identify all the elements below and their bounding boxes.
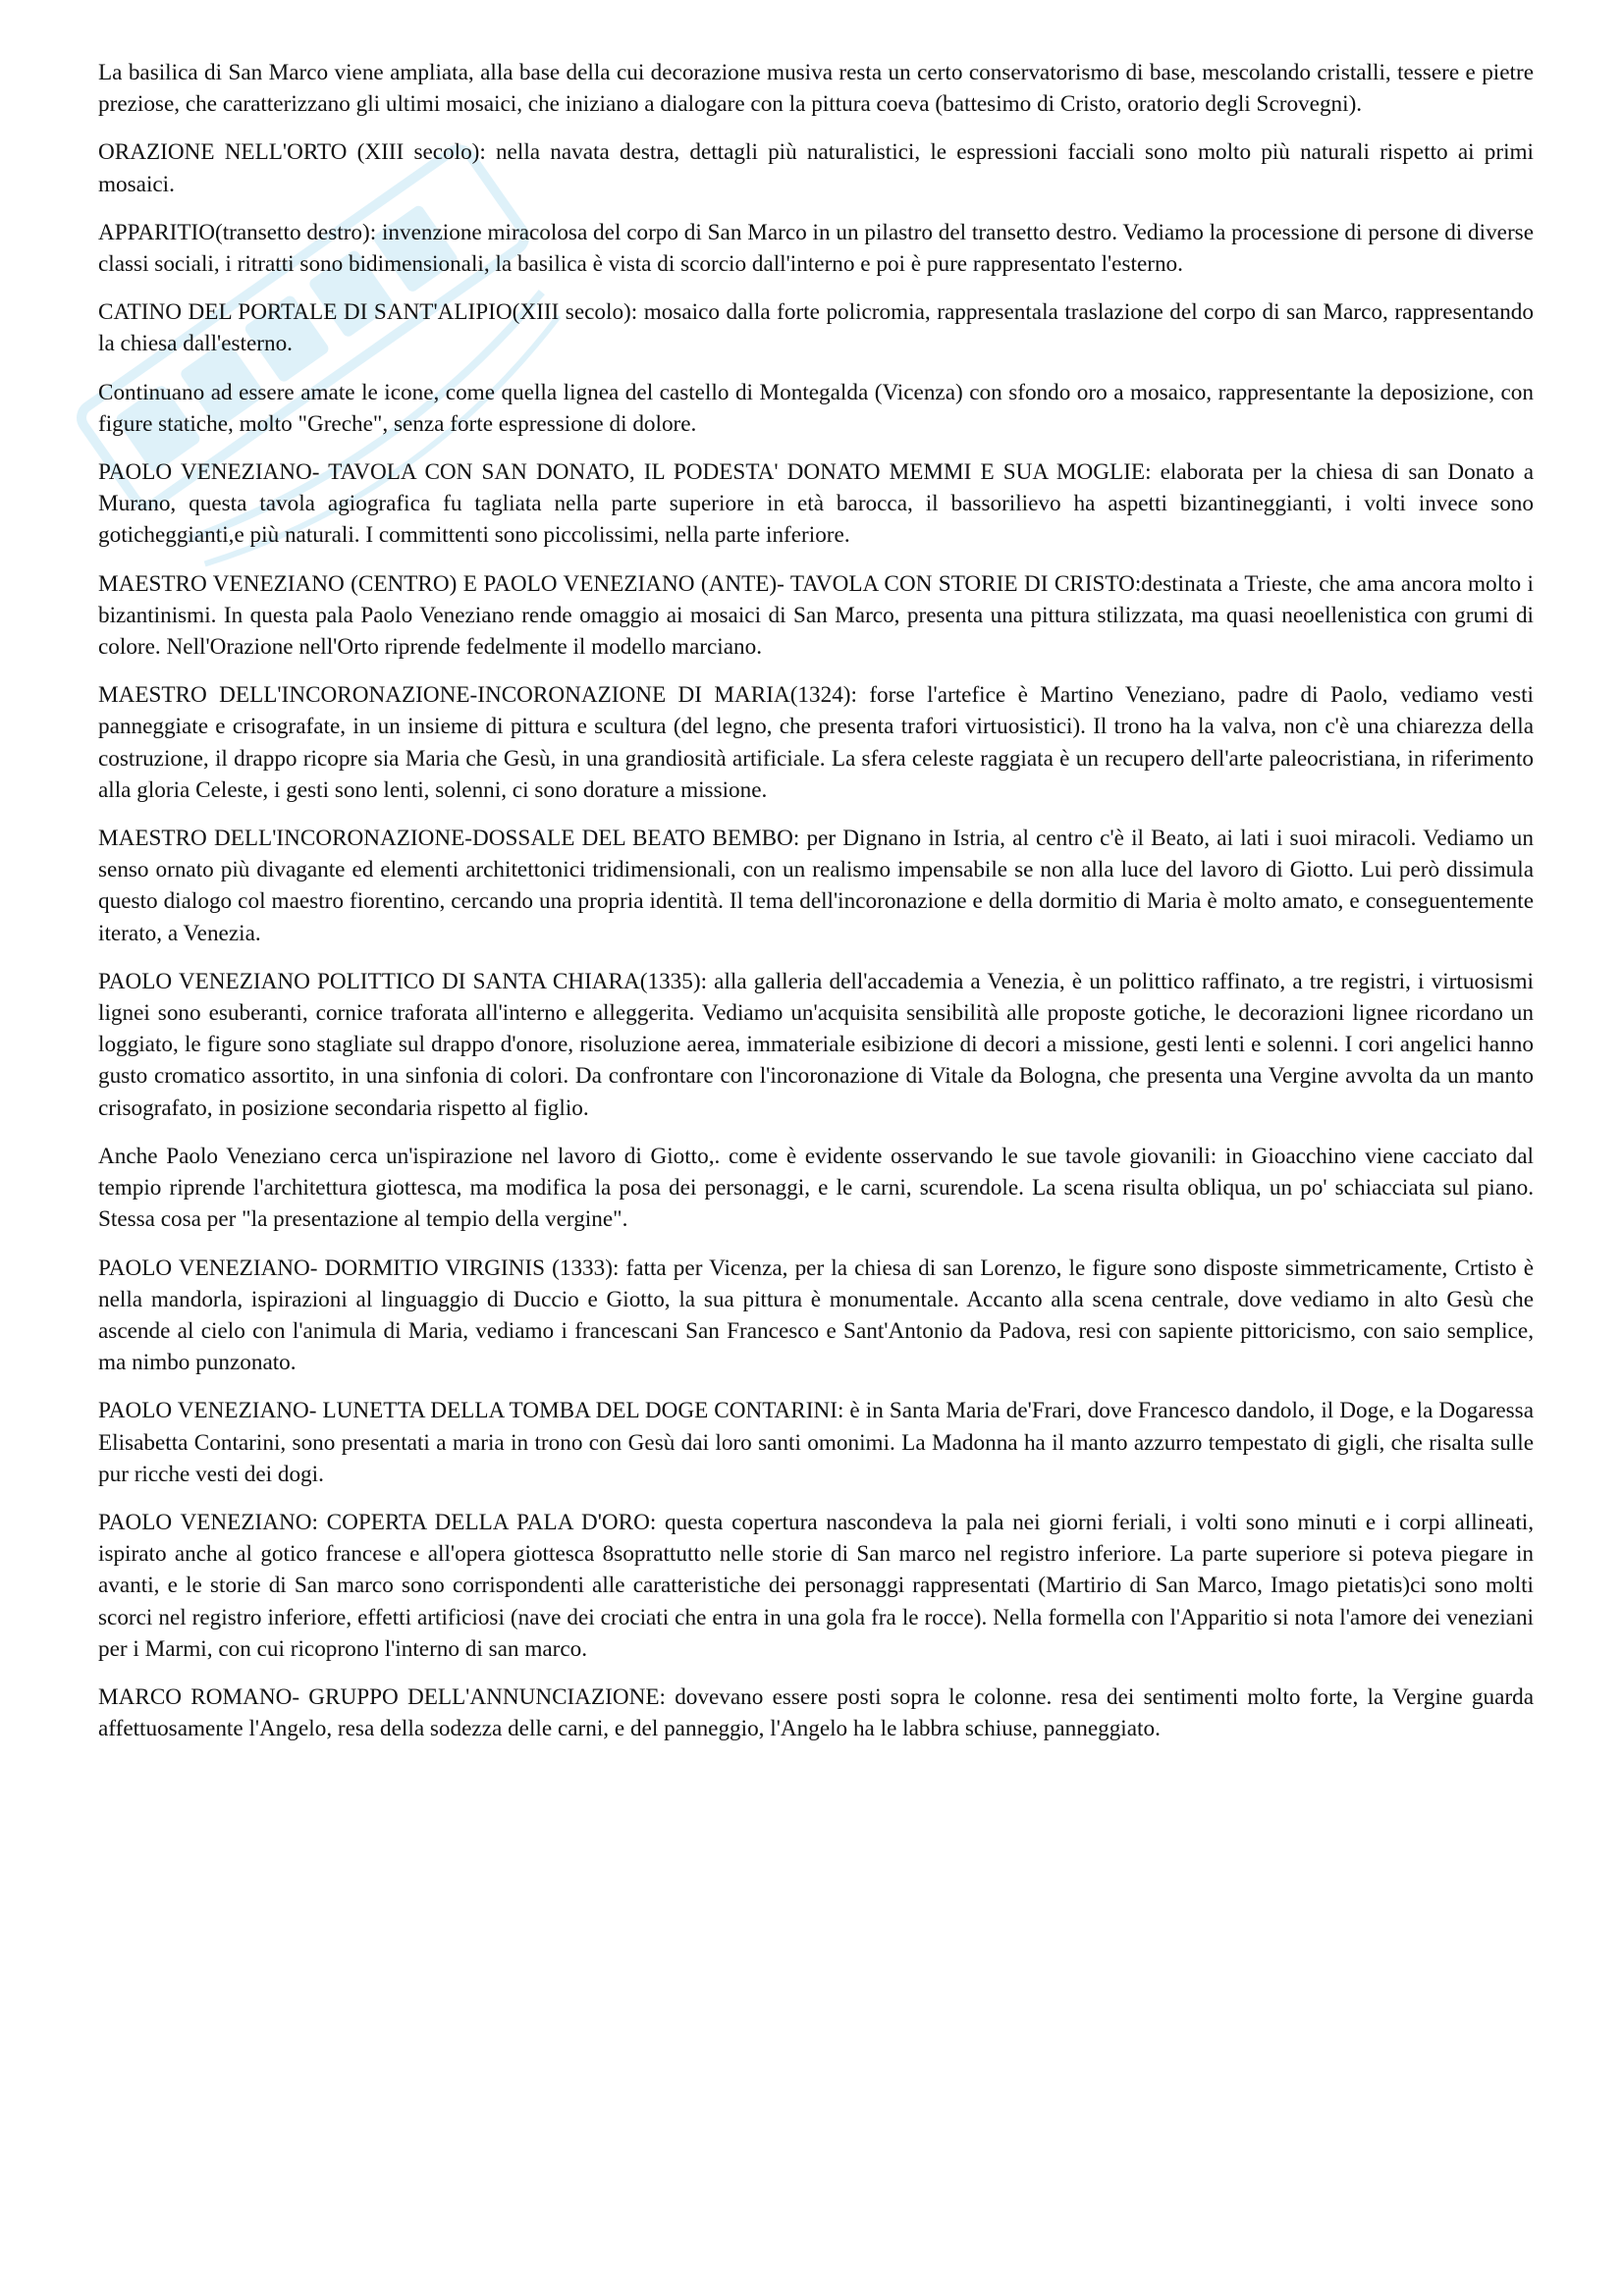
paragraph: PAOLO VENEZIANO- LUNETTA DELLA TOMBA DEL DOGE CONTARINI: è in Santa Maria de'Frari, dove Francesco dandolo, il Doge, e la Dogaressa Elisabetta Contarini, sono presentati a maria in trono con Gesù dai loro santi omonimi. La Madonna ha il manto azzurro tempestato di gigli, che risalta sulle pur ricche vesti dei dogi. (98, 1398, 1534, 1487)
paragraph: Anche Paolo Veneziano cerca un'ispirazione nel lavoro di Giotto,. come è evidente osservando le sue tavole giovanili: in Gioacchino viene cacciato dal tempio riprende l'architettura giottesca, ma modifica la posa dei personaggi, e le carni, scurendole. La scena risulta obliqua, un po' schiacciata sul piano. Stessa cosa per "la presentazione al tempio della vergine". (98, 1143, 1534, 1233)
paragraph: PAOLO VENEZIANO- TAVOLA CON SAN DONATO, IL PODESTA' DONATO MEMMI E SUA MOGLIE: elaborata per la chiesa di san Donato a Murano, questa tavola agiografica fu tagliata nella parte superiore in età barocca, il bassorilievo ha aspetti bizantineggianti, i volti invece sono goticheggianti,e più naturali. I committenti sono piccolissimi, nella parte inferiore. (98, 459, 1534, 549)
paragraph: MAESTRO DELL'INCORONAZIONE-DOSSALE DEL BEATO BEMBO: per Dignano in Istria, al centro c'è il Beato, ai lati i suoi miracoli. Vediamo un senso ornato più divagante ed elementi architettonici tridimensionali, con un realismo impensabile se non alla luce del lavoro di Giotto. Lui però dissimula questo dialogo col maestro fiorentino, cercando una propria identità. Il tema dell'incoronazione e della dormitio di Maria è molto amato, e conseguentemente iterato, a Venezia. (98, 826, 1534, 946)
paragraph: MAESTRO VENEZIANO (CENTRO) E PAOLO VENEZIANO (ANTE)- TAVOLA CON STORIE DI CRISTO:destinata a Trieste, che ama ancora molto i bizantinismi. In questa pala Paolo Veneziano rende omaggio ai mosaici di San Marco, presenta una pittura stilizzata, ma quasi neoellenistica con grumi di colore. Nell'Orazione nell'Orto riprende fedelmente il modello marciano. (98, 570, 1534, 661)
paragraph: APPARITIO(transetto destro): invenzione miracolosa del corpo di San Marco in un pilastro del transetto destro. Vediamo la processione di persone di diverse classi sociali, i ritratti sono bidimensionali, la basilica è vista di scorcio dall'interno e poi è pure rappresentato l'esterno. (98, 219, 1534, 278)
paragraph: PAOLO VENEZIANO- DORMITIO VIRGINIS (1333): fatta per Vicenza, per la chiesa di san Lorenzo, le figure sono disposte simmetricamente, Crtisto è nella mandorla, ispirazioni al linguaggio di Duccio e Giotto, la sua pittura è monumentale. Accanto alla scena centrale, dove vediamo in alto Gesù che ascende al cielo con l'animula di Maria, vediamo i francescani San Francesco e Sant'Antonio da Padova, resi con sapiente pittoricismo, con saio semplice, ma nimbo punzonato. (98, 1255, 1534, 1376)
document-page (98, 57, 1534, 1761)
paragraph: ORAZIONE NELL'ORTO (XIII secolo): nella navata destra, dettagli più naturalistici, le espressioni facciali sono molto più naturali rispetto ai primi mosaici. (98, 139, 1534, 197)
paragraph: Continuano ad essere amate le icone, come quella lignea del castello di Montegalda (Vicenza) con sfondo oro a mosaico, rappresentante la deposizione, con figure statiche, molto "Greche", senza forte espressione di dolore. (98, 379, 1534, 437)
paragraph: PAOLO VENEZIANO: COPERTA DELLA PALA D'ORO: questa copertura nascondeva la pala nei giorni feriali, i volti sono minuti e i corpi allineati, ispirato anche al gotico francese e all'opera giottesca 8soprattutto nelle storie di San marco nel registro inferiore. La parte superiore si poteva piegare in avanti, e le storie di San marco sono corrispondenti alle caratteristiche dei personaggi rappresentati (Martirio di San Marco, Imago pietatis)ci sono molti scorci nel registro inferiore, effetti artificiosi (nave dei crociati che entra in una gola fra le rocce). Nella formella con l'Apparitio si nota l'amore dei veneziani per i Marmi, con cui ricoprono l'interno di san marco. (98, 1509, 1534, 1662)
paragraph: MARCO ROMANO- GRUPPO DELL'ANNUNCIAZIONE: dovevano essere posti sopra le colonne. resa dei sentimenti molto forte, la Vergine guarda affettuosamente l'Angelo, resa della sodezza delle carni, e del panneggio, l'Angelo ha le labbra schiuse, panneggiato. (98, 1683, 1534, 1742)
paragraph: PAOLO VENEZIANO POLITTICO DI SANTA CHIARA(1335): alla galleria dell'accademia a Venezia, è un polittico raffinato, a tre registri, i virtuosismi lignei sono esuberanti, cornice traforata all'interno e alleggerita. Vediamo un'acquisita sensibilità alle proposte gotiche, le decorazioni lignee ricordano un loggiato, le figure sono stagliate sul drappo d'onore, risoluzione aerea, immateriale esibizione di decori a missione, gesti lenti e solenni. I cori angelici hanno gusto cromatico assortito, in una sinfonia di colori. Da confrontare con l'incoronazione di Vitale da Bologna, che presenta una Vergine avvolta da un manto crisografato, in posizione secondaria rispetto al figlio. (98, 968, 1534, 1121)
paragraph: La basilica di San Marco viene ampliata, alla base della cui decorazione musiva resta un certo conservatorismo di base, mescolando cristalli, tessere e pietre preziose, che caratterizzano gli ultimi mosaici, che iniziano a dialogare con la pittura coeva (battesimo di Cristo, oratorio degli Scrovegni). (98, 60, 1534, 118)
paragraph: CATINO DEL PORTALE DI SANT'ALIPIO(XIII secolo): mosaico dalla forte policromia, rappresentala traslazione del corpo di san Marco, rappresentando la chiesa dall'esterno. (98, 299, 1534, 357)
paragraph: MAESTRO DELL'INCORONAZIONE-INCORONAZIONE DI MARIA(1324): forse l'artefice è Martino Veneziano, padre di Paolo, vediamo vesti panneggiate e crisografate, in un insieme di pittura e scultura (del legno, che presenta trafori virtuosistici). Il trono ha la valva, non c'è una chiarezza della costruzione, il drappo ricopre sia Maria che Gesù, in una grandiosità artificiale. La sfera celeste raggiata è un recupero dell'arte paleocristiana, in riferimento alla gloria Celeste, i gesti sono lenti, solenni, ci sono dorature a missione. (98, 682, 1534, 803)
